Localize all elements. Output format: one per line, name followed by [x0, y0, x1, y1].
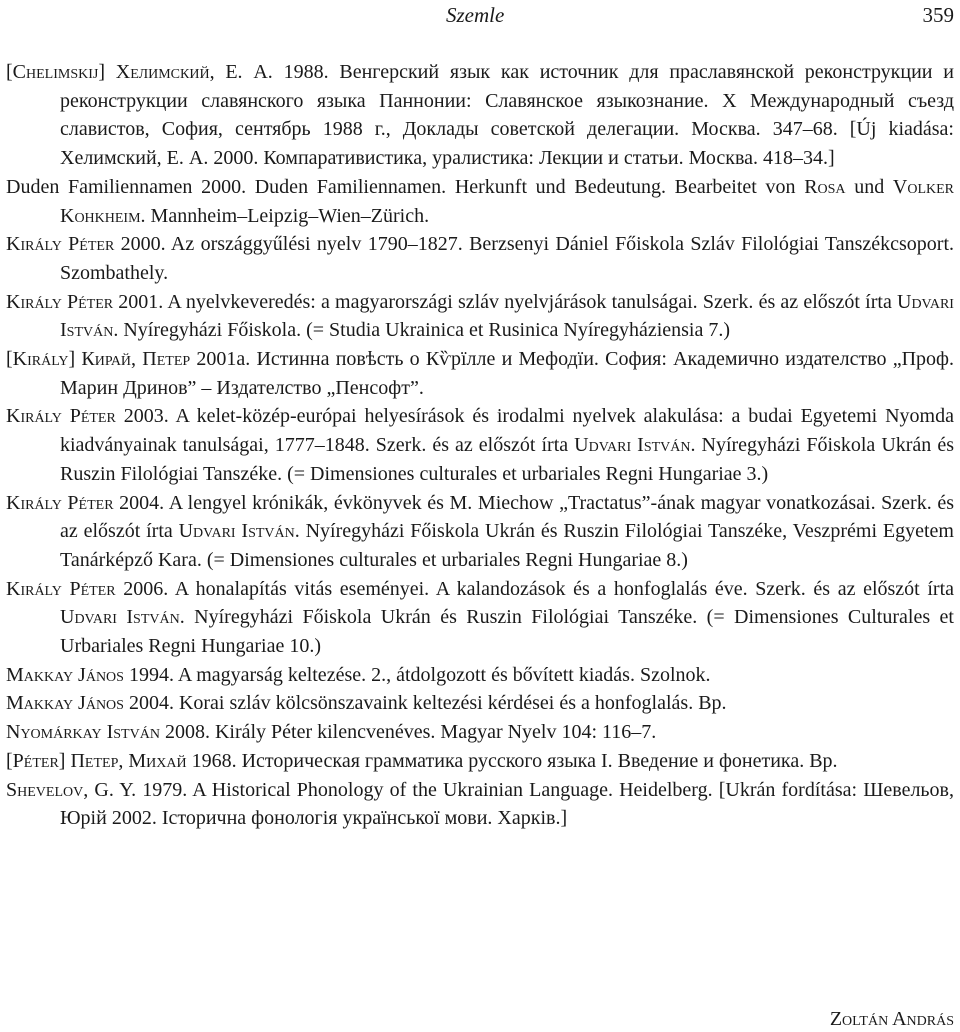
reference-text: 2003. A kelet-közép-európai helyesírások és irodalmi nyelvek alakulása: a budai Egyetemi Nyomda kiadványainak tanulságai, 1777–1848. Szerk. és az előszót írta [60, 405, 954, 457]
author-name: Volker Kohkheim [60, 175, 954, 227]
author-name: Udvari István [574, 434, 691, 457]
author-name: Петер [142, 348, 191, 371]
reference-text: 2000. Az országgyűlési nyelv 1790–1827. Berzsenyi Dániel Főiskola Szláv Filológiai Tanszékcsoport. Szombathely. [60, 233, 955, 284]
reference-entry [6, 230, 954, 287]
reference-entry [6, 58, 954, 173]
reference-text: , [118, 749, 129, 772]
reference-text: , Е. А. 1988. Венгерский язык как источник для праславянской реконструкции и реконструкции славянского языка Паннонии: Славянское языкознание. X Международный съезд славистов, София, сентябрь 1988 г., Доклады советской делегации. Москва. 347–68. [Új kiadása: Хелимский, Е. А. 2000. Компаративистика, уралистика: Лекции и статьи. Москва. 418–34.] [60, 61, 954, 170]
author-name: Rosa [804, 175, 846, 198]
reference-text: ] [58, 749, 71, 772]
running-head: Szemle [446, 3, 505, 27]
author-name: Петер [70, 749, 119, 772]
reference-text: ] [68, 348, 82, 371]
reference-entry [6, 345, 954, 402]
reference-text: , [131, 348, 143, 371]
author-name: Király Péter [6, 290, 114, 313]
reference-text: . Nyíregyházi Főiskola. (= Studia Ukrainica et Rusinica Nyíregyháziensia 7.) [113, 319, 731, 342]
author-name: Király [12, 348, 69, 371]
reference-text: 2001a. Истинна повѣсть о Кѷрїлле и Мефодїи. София: Академично издателство „Проф. Марин Дринов” – Издателство „Пенсофт”. [60, 348, 955, 399]
page-header [0, 0, 960, 36]
author-name: Péter [12, 749, 59, 772]
reference-text: 2006. A honalapítás vitás eseményei. A kalandozások és a honfoglalás éve. Szerk. és az előszót írta [115, 577, 954, 600]
reference-text: [ [6, 61, 13, 83]
author-name: Хелимский [115, 61, 210, 83]
reference-entry [6, 288, 954, 345]
reference-list [6, 58, 954, 833]
author-name: Udvari István [60, 606, 180, 629]
reference-text: 1994. A magyarság keltezése. 2., átdolgozott és bővített kiadás. Szolnok. [123, 663, 711, 686]
reference-text: [ [6, 749, 13, 772]
author-name: Király Péter [6, 405, 116, 428]
reference-text: [ [6, 348, 13, 371]
reference-entry [6, 661, 954, 690]
author-name: Makkay János [6, 663, 124, 686]
reference-entry [6, 776, 954, 833]
reference-text: . Mannheim–Leipzig–Wien–Zürich. [140, 204, 430, 227]
author-name: Михай [128, 749, 187, 772]
author-name: Nyomárkay István [6, 721, 160, 744]
author-name: Кирай [81, 348, 132, 371]
author-name: Chelimskij [12, 61, 99, 83]
reference-text: und [845, 175, 893, 198]
reference-text: 1968. Историческая грамматика русского языка I. Введение и фонетика. Вр. [186, 749, 838, 772]
reference-text: . Nyíregyházi Főiskola Ukrán és Ruszin Filológiai Tanszéke. (= Dimensiones culturales et urbariales Regni Hungariae 3.) [60, 434, 954, 485]
author-name: Király Péter [6, 491, 114, 514]
reference-entry [6, 173, 954, 230]
reference-text: 2004. A lengyel krónikák, évkönyvek és M. Miechow „Tractatus”-ának magyar vonatkozásai. Szerk. és az előszót írta [60, 491, 955, 543]
reference-entry [6, 489, 954, 575]
reference-entry [6, 689, 954, 718]
author-signature: Zoltán András [829, 1008, 954, 1030]
reference-text: , G. Y. 1979. A Historical Phonology of the Ukrainian Language. Heidelberg. [Ukrán fordítása: Шевельов, Юрій 2002. Історична фонологія української мови. Харків.] [60, 778, 954, 830]
reference-entry [6, 718, 954, 747]
reference-text: 2001. A nyelvkeveredés: a magyarországi szláv nyelvjárások tanulságai. Szerk. és az előszót írta [113, 290, 897, 313]
author-name: Shevelov [6, 778, 84, 801]
author-name: Udvari István [178, 520, 295, 543]
reference-text: Duden Familiennamen 2000. Duden Familiennamen. Herkunft und Bedeutung. Bearbeitet von [6, 175, 805, 198]
author-name: Makkay János [6, 692, 124, 715]
reference-text: ] [98, 61, 116, 83]
author-name: Király Péter [6, 577, 116, 600]
author-name: Udvari István [60, 290, 954, 342]
reference-text: 2008. Király Péter kilencvenéves. Magyar Nyelv 104: 116–7. [159, 721, 657, 744]
reference-text: . Nyíregyházi Főiskola Ukrán és Ruszin Filológiai Tanszéke. (= Dimensiones Culturales et Urbariales Regni Hungariae 10.) [60, 606, 954, 658]
reference-entry [6, 575, 954, 661]
reference-text: 2004. Korai szláv kölcsönszavaink keltezési kérdései és a honfoglalás. Bp. [123, 692, 727, 715]
reference-text: . Nyíregyházi Főiskola Ukrán és Ruszin Filológiai Tanszéke, Veszprémi Egyetem Tanárképző Kara. (= Dimensiones culturales et urbariales Regni Hungariae 8.) [60, 520, 954, 571]
reference-entry [6, 747, 954, 776]
reference-entry [6, 402, 954, 488]
author-name: Király Péter [6, 233, 115, 256]
page-number: 359 [922, 3, 954, 27]
